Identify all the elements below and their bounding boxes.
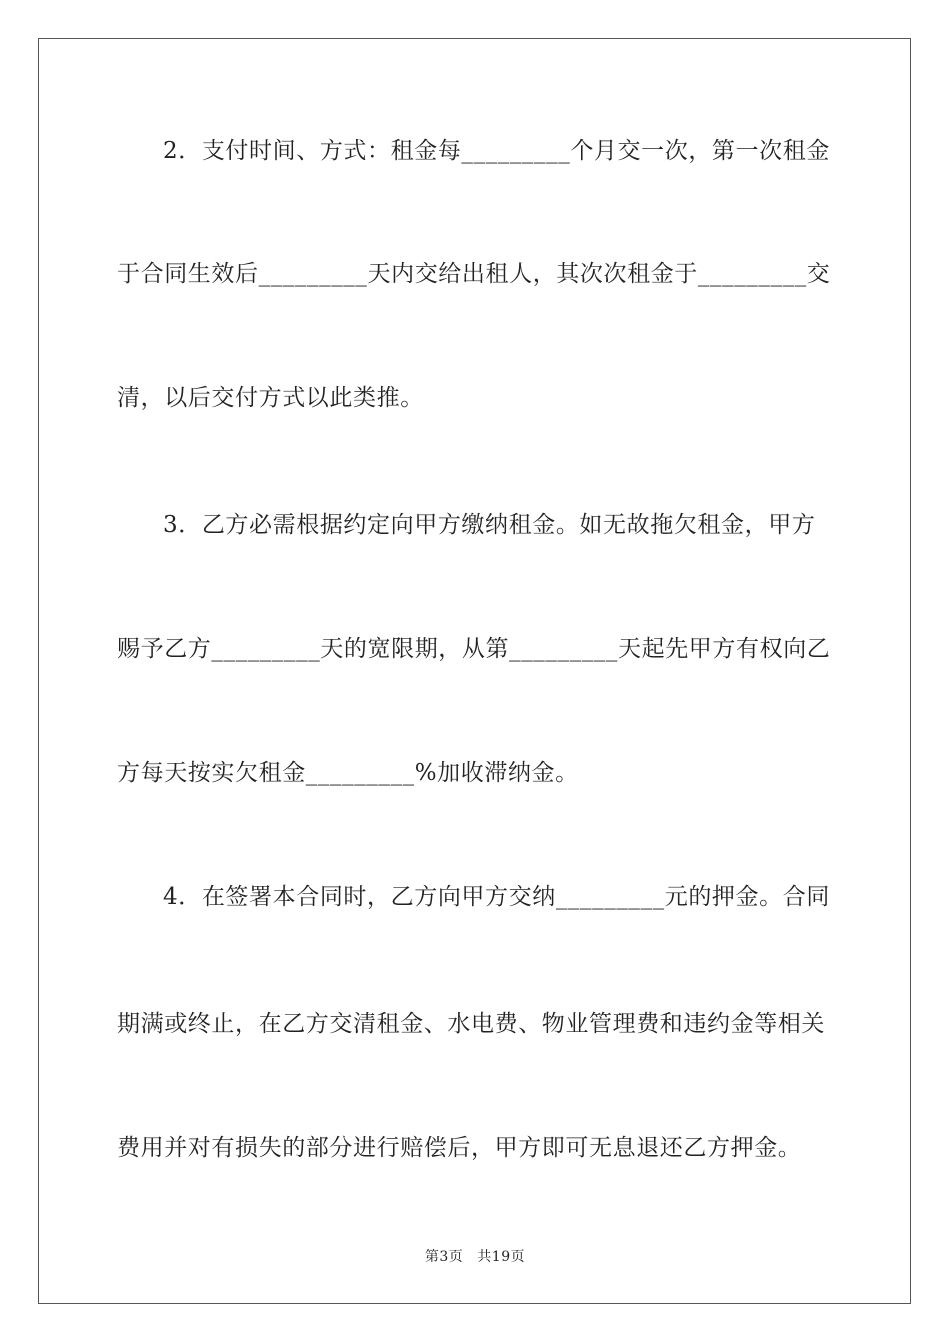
paragraph-3-line-1: 3．乙方必需根据约定向甲方缴纳租金。如无故拖欠租金，甲方 (163, 512, 816, 538)
page-total: 共19页 (477, 1249, 526, 1265)
paragraph-4-line-2: 期满或终止，在乙方交清租金、水电费、物业管理费和违约金等相关 (117, 1011, 825, 1037)
paragraph-3-line-3: 方每天按实欠租金_________%加收滞纳金。 (117, 760, 579, 786)
page-number: 第3页 (424, 1249, 464, 1265)
paragraph-2-line-3: 清，以后交付方式以此类推。 (117, 385, 424, 411)
paragraph-4-line-1: 4．在签署本合同时，乙方向甲方交纳_________元的押金。合同 (163, 884, 830, 910)
paragraph-4-line-3: 费用并对有损失的部分进行赔偿后，甲方即可无息退还乙方押金。 (117, 1135, 802, 1161)
paragraph-2-line-2: 于合同生效后_________天内交给出租人，其次次租金于_________交 (117, 261, 831, 287)
paragraph-2-line-1: 2．支付时间、方式：租金每_________个月交一次，第一次租金 (163, 138, 830, 164)
paragraph-3-line-2: 赐予乙方_________天的宽限期，从第_________天起先甲方有权向乙 (117, 636, 831, 662)
page-frame (38, 38, 911, 1304)
page-footer (0, 1248, 950, 1266)
